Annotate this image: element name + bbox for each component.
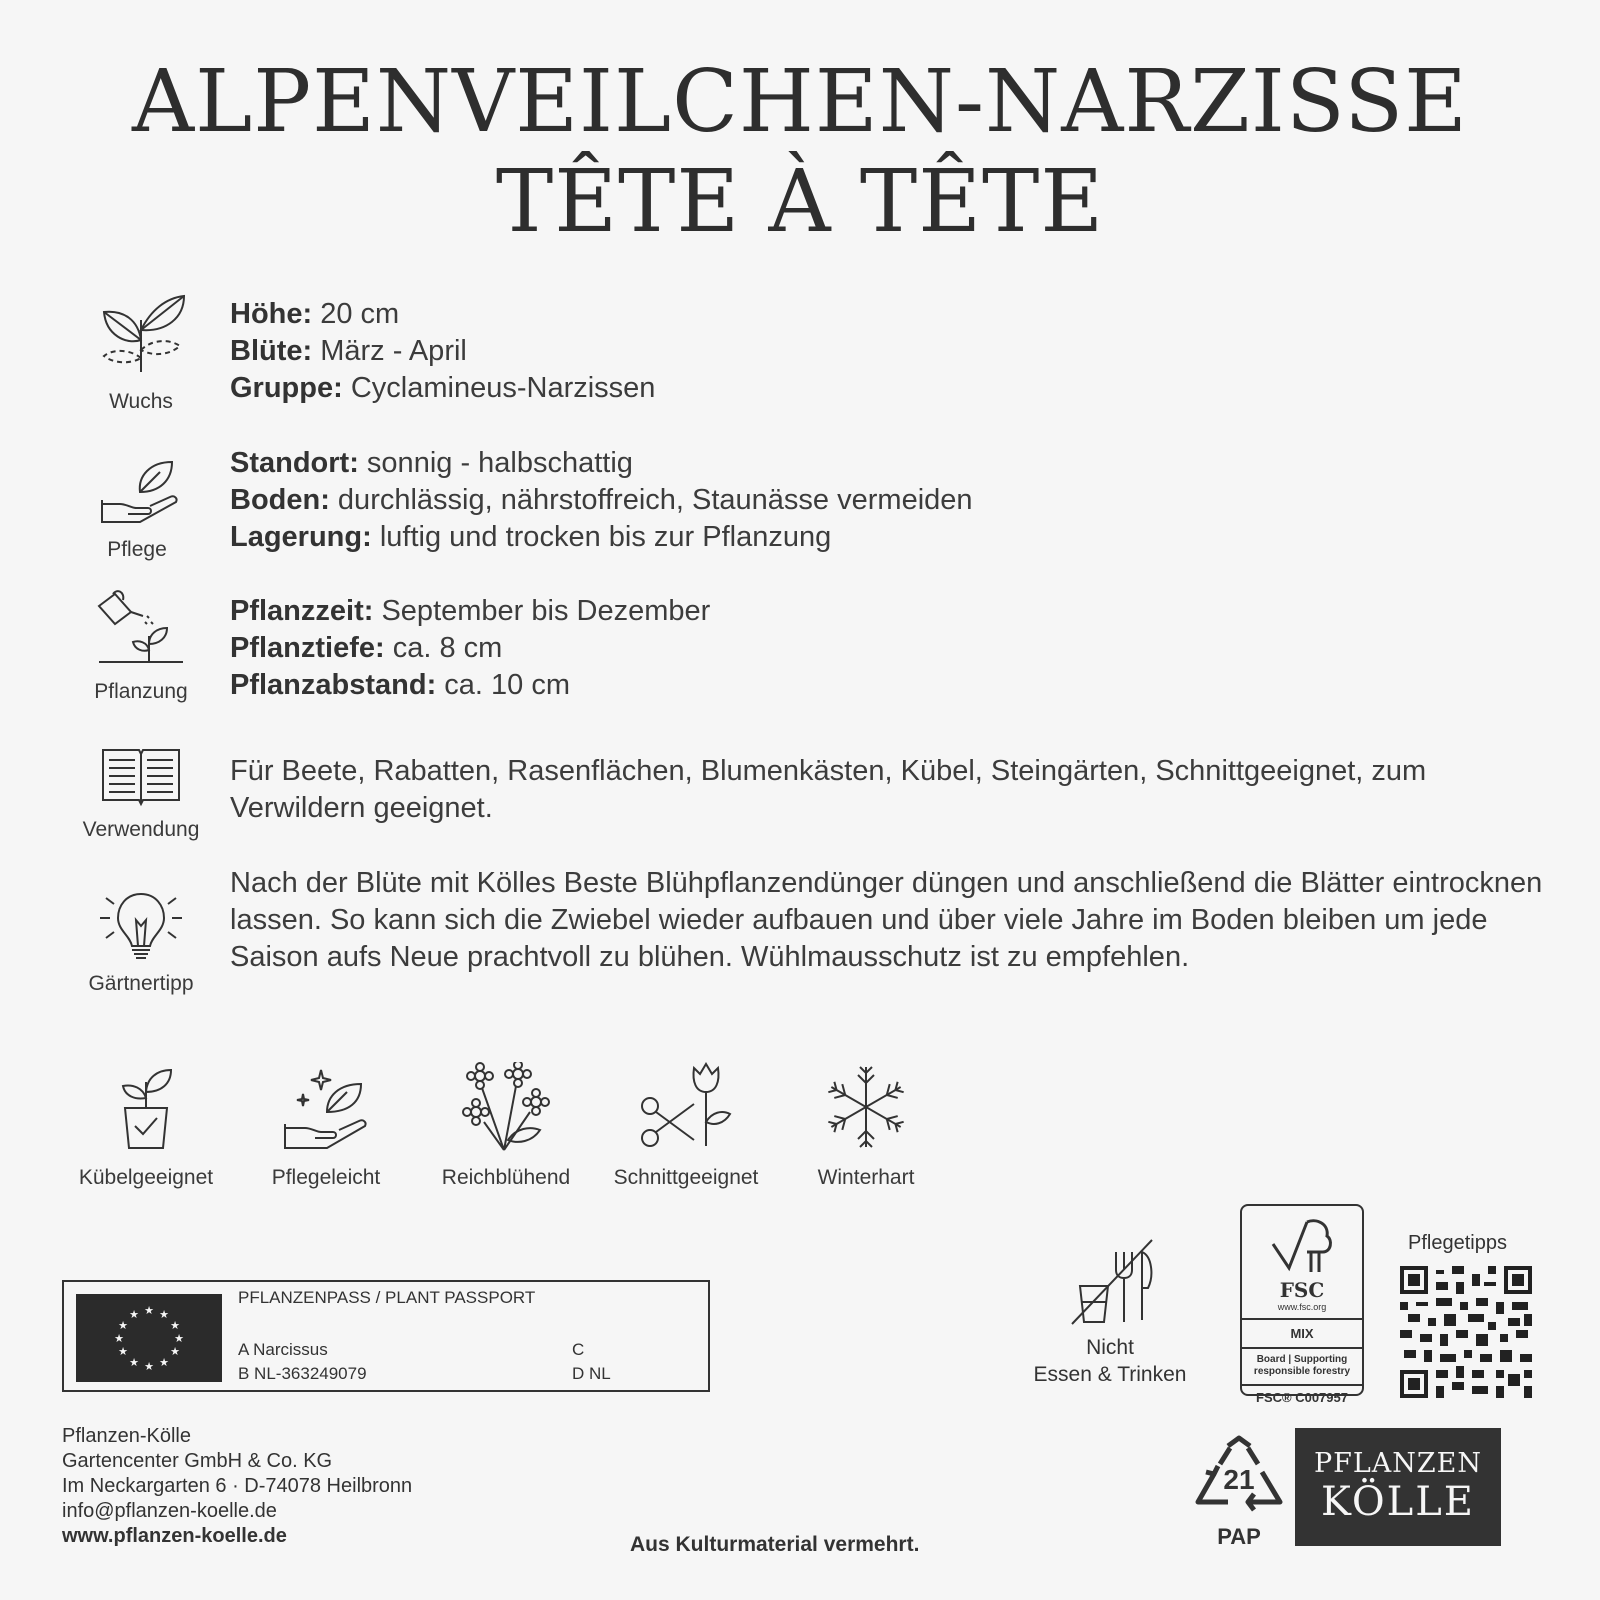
info-key: Lagerung:: [230, 521, 372, 553]
hand-leaf-icon: [92, 458, 182, 528]
info-value: September bis Dezember: [373, 595, 711, 627]
info-value: durchlässig, nährstoffreich, Staunässe vermeiden: [329, 484, 973, 516]
svg-text:★: ★: [144, 1360, 154, 1373]
eu-flag-icon: [76, 1294, 222, 1382]
culture-note: Aus Kulturmaterial vermehrt.: [630, 1533, 920, 1556]
info-line: [230, 296, 655, 333]
passport-a: A Narcissus: [238, 1340, 328, 1359]
company-info: [62, 1424, 412, 1549]
feature-label: Kübelgeeignet: [78, 1166, 214, 1189]
gaertnertipp-label: Gärtnertipp: [88, 972, 194, 995]
lightbulb-icon: [96, 888, 186, 966]
brand-line2: KÖLLE: [1321, 1479, 1475, 1525]
qr-label: Pflegetipps: [1408, 1232, 1507, 1254]
feature-label: Reichblühend: [441, 1166, 571, 1189]
flower-bouquet-icon: [456, 1062, 556, 1152]
svg-text:★: ★: [129, 1308, 139, 1321]
fsc-label: [1240, 1204, 1364, 1405]
info-line: [230, 667, 710, 704]
feature-reichbluehend: [416, 1062, 596, 1190]
fsc-desc1: Board | Supporting: [1242, 1347, 1362, 1366]
brand-logo: [1295, 1428, 1501, 1546]
feature-winterhart: [776, 1062, 956, 1190]
info-value: März - April: [312, 335, 467, 367]
snowflake-icon: [821, 1062, 911, 1152]
passport-heading: PFLANZENPASS / PLANT PASSPORT: [238, 1288, 536, 1307]
svg-text:★: ★: [114, 1332, 124, 1345]
hand-sparkle-icon: [281, 1062, 371, 1152]
svg-text:★: ★: [118, 1345, 128, 1358]
verwendung-text: Für Beete, Rabatten, Rasenflächen, Blumenkästen, Kübel, Steingärten, Schnittgeeignet, zum Verwildern geeignet.: [230, 755, 1427, 824]
passport-b: B NL-363249079: [238, 1364, 367, 1383]
info-line: [230, 370, 655, 407]
scissors-tulip-icon: [636, 1062, 736, 1152]
feature-pflegeleicht: [236, 1062, 416, 1190]
brand-line1: PFLANZEN: [1313, 1448, 1483, 1479]
warning-line1: Nicht: [1086, 1336, 1134, 1359]
info-line: [230, 519, 973, 556]
company-web[interactable]: www.pflanzen-koelle.de: [62, 1525, 287, 1547]
company-name: Pflanzen-Kölle: [62, 1425, 191, 1447]
pot-check-icon: [111, 1062, 181, 1152]
gaertnertipp-text: Nach der Blüte mit Kölles Beste Blühpflanzendünger düngen und anschließend die Blätter eintrocknen lassen. So kann sich die Zwiebel wieder aufbauen und über viele Jahre im Boden bleiben um jede Saison aufs Neue prachtvoll zu blühen. Wühlmausschutz ist zu empfehlen.: [230, 867, 1543, 973]
fsc-name: FSC: [1279, 1278, 1325, 1302]
info-value: ca. 10 cm: [436, 669, 571, 701]
fsc-code: FSC® C007957: [1242, 1384, 1362, 1405]
book-icon: [99, 742, 183, 808]
recycling-code: PAP: [1217, 1524, 1261, 1549]
pflege-label: Pflege: [107, 538, 167, 561]
plant-passport: [62, 1280, 710, 1392]
feature-schnittgeeignet: [596, 1062, 776, 1190]
wuchs-icon-column: [66, 290, 216, 414]
info-value: 20 cm: [312, 298, 400, 330]
svg-text:★: ★: [118, 1319, 128, 1332]
warning-line2: Essen & Trinken: [1033, 1363, 1187, 1386]
watering-can-icon: [91, 590, 191, 678]
no-eat-drink-icon: [1060, 1236, 1160, 1326]
info-line: [230, 630, 710, 667]
feature-label: Winterhart: [817, 1166, 915, 1189]
pflege-icon-column: [62, 458, 212, 562]
passport-d: D NL: [572, 1364, 611, 1383]
svg-text:★: ★: [170, 1345, 180, 1358]
qr-code[interactable]: [1400, 1266, 1532, 1398]
svg-text:★: ★: [174, 1332, 184, 1345]
info-line: [230, 482, 973, 519]
pflege-info: [230, 445, 973, 556]
info-line: [230, 593, 710, 630]
info-key: Pflanzabstand:: [230, 669, 437, 701]
feature-label: Pflegeleicht: [271, 1166, 381, 1189]
plant-leaves-icon: [96, 290, 186, 376]
recycling-number: 21: [1223, 1464, 1255, 1495]
svg-text:★: ★: [144, 1304, 154, 1317]
info-key: Höhe:: [230, 298, 313, 330]
info-value: Cyclamineus-Narzissen: [342, 372, 656, 404]
info-value: ca. 8 cm: [384, 632, 503, 664]
pflanzung-info: [230, 593, 710, 704]
product-title-line2: TÊTE À TÊTE: [495, 152, 1105, 252]
info-key: Standort:: [230, 447, 359, 479]
gaertnertipp-icon-column: [66, 888, 216, 996]
wuchs-info: [230, 296, 655, 407]
svg-text:★: ★: [170, 1319, 180, 1332]
recycling-symbol: [1190, 1434, 1288, 1560]
company-email[interactable]: info@pflanzen-koelle.de: [62, 1500, 277, 1522]
feature-label: Schnittgeeignet: [613, 1166, 759, 1189]
verwendung-label: Verwendung: [82, 818, 200, 841]
info-key: Blüte:: [230, 335, 313, 367]
fsc-desc2: responsible forestry: [1253, 1366, 1351, 1377]
info-value: luftig und trocken bis zur Pflanzung: [371, 521, 832, 553]
info-line: [230, 445, 973, 482]
info-value: sonnig - halbschattig: [358, 447, 633, 479]
info-key: Gruppe:: [230, 372, 343, 404]
no-eat-drink-warning: [1020, 1236, 1200, 1388]
company-address: Im Neckargarten 6 · D-74078 Heilbronn: [62, 1475, 413, 1497]
fsc-tree-icon: [1267, 1214, 1337, 1278]
info-key: Boden:: [230, 484, 330, 516]
passport-c: C: [572, 1340, 585, 1359]
info-key: Pflanztiefe:: [230, 632, 385, 664]
info-line: [230, 333, 655, 370]
info-key: Pflanzzeit:: [230, 595, 374, 627]
svg-text:★: ★: [159, 1308, 169, 1321]
fsc-mix: MIX: [1242, 1318, 1362, 1341]
wuchs-label: Wuchs: [109, 390, 173, 413]
verwendung-icon-column: [66, 742, 216, 842]
company-line2: Gartencenter GmbH & Co. KG: [62, 1450, 333, 1472]
product-title-line1: ALPENVEILCHEN-NARZISSE: [132, 52, 1468, 152]
svg-text:★: ★: [129, 1356, 139, 1369]
pflanzung-icon-column: [66, 590, 216, 704]
svg-text:★: ★: [159, 1356, 169, 1369]
fsc-url: www.fsc.org: [1277, 1302, 1327, 1312]
feature-kuebelgeeignet: [56, 1062, 236, 1190]
pflanzung-label: Pflanzung: [94, 680, 188, 703]
